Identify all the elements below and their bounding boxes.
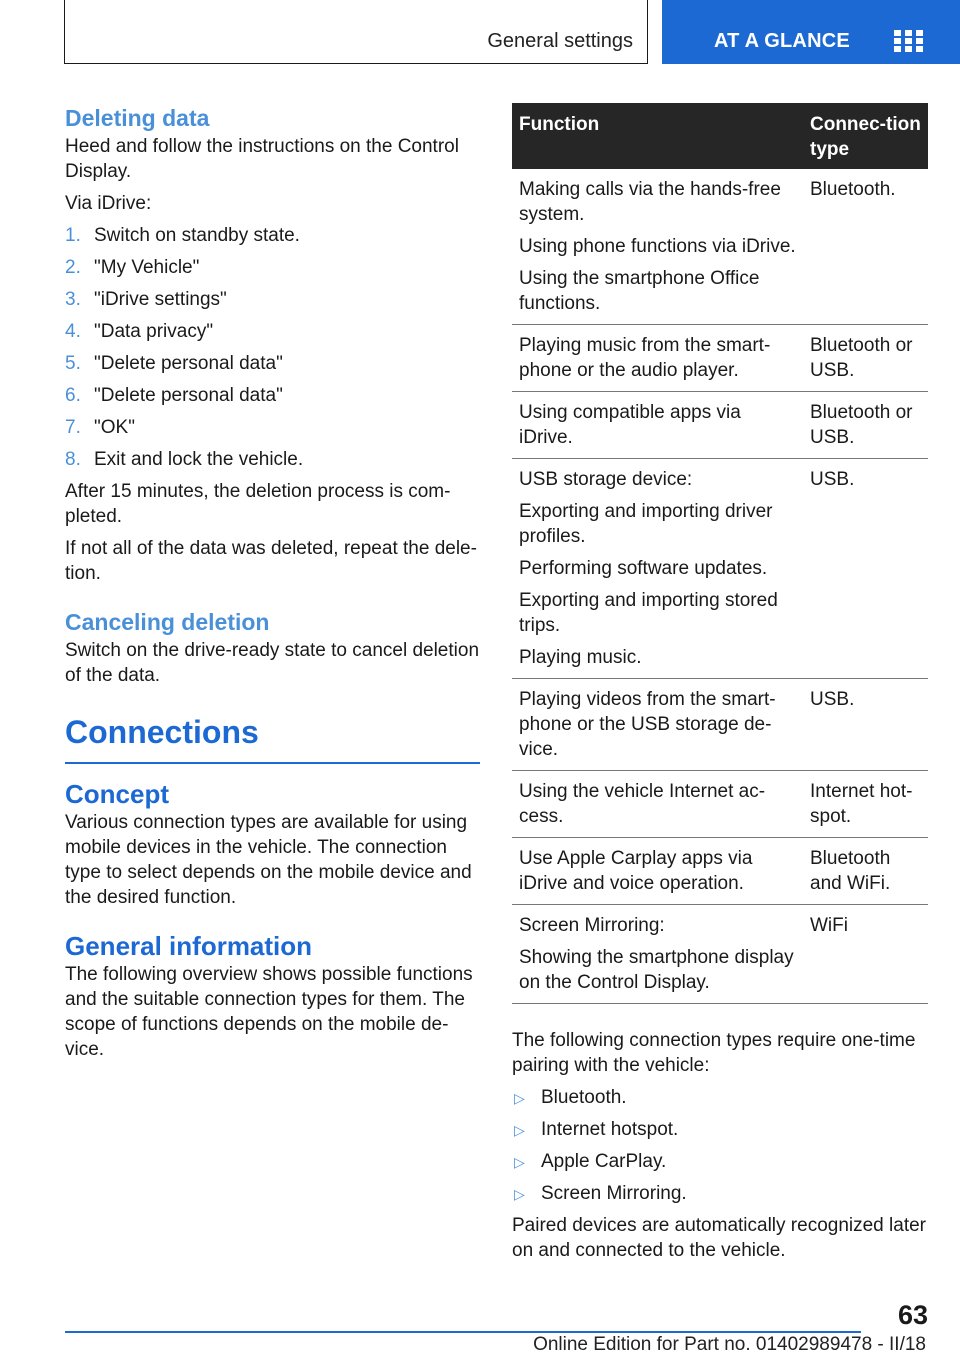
page-number: 63 — [897, 1300, 928, 1330]
general-text: The following overview shows possible functions and the suitable connection types for them. The scope of functions depends on the mobile device. — [65, 964, 473, 1060]
function-line: Using the vehicle Internet access. — [519, 781, 766, 827]
function-line: USB storage device: — [519, 469, 693, 490]
table-cell-function — [512, 459, 803, 679]
footer-edition: Online Edition for Part no. 01402989478 - II/18 — [533, 1334, 926, 1355]
table-cell-function — [512, 771, 803, 838]
step-item — [65, 255, 480, 280]
step-text: "Data privacy" — [94, 321, 214, 342]
function-line: Use Apple Carplay apps via iDrive and voice operation. — [519, 848, 753, 894]
table-cell-connection-type: Internet hotspot. — [803, 771, 928, 838]
step-number: 8. — [65, 449, 81, 470]
tab-at-a-glance[interactable] — [662, 0, 960, 64]
step-item — [65, 447, 480, 472]
table-row — [512, 392, 928, 459]
table-cell-function — [512, 679, 803, 771]
table-row — [512, 771, 928, 838]
table-cell-connection-type: Bluetooth and WiFi. — [803, 838, 928, 905]
function-line: Playing videos from the smartphone or the USB storage device. — [519, 689, 776, 760]
table-header-function: Function — [512, 103, 803, 169]
function-line: Using the smartphone Office functions. — [519, 268, 760, 314]
triangle-right-icon: ▷ — [514, 1154, 525, 1170]
table-cell-connection-type: Bluetooth or USB. — [803, 392, 928, 459]
left-column — [65, 104, 480, 1069]
footer-divider — [65, 1331, 861, 1333]
pairing-list — [512, 1085, 928, 1206]
table-cell-connection-type: WiFi — [803, 905, 928, 1004]
table-cell-connection-type: Bluetooth. — [803, 169, 928, 325]
step-item — [65, 383, 480, 408]
triangle-right-icon: ▷ — [514, 1122, 525, 1138]
table-header-connection-type: Connec-tion type — [803, 103, 928, 169]
table-cell-connection-type: Bluetooth or USB. — [803, 325, 928, 392]
right-column — [512, 103, 928, 1270]
heading-connections: Connections — [65, 712, 480, 764]
concept-text: Various connection types are available for using mobile devices in the vehicle. The connection type to select depends on the mobile device and the desired function. — [65, 812, 472, 908]
pairing-intro: The following connection types require one-time pairing with the vehicle: — [512, 1030, 916, 1076]
heading-general-information: General information — [65, 931, 313, 961]
paired-note: Paired devices are automatically recognized later on and connected to the vehicle. — [512, 1215, 926, 1261]
connections-table — [512, 103, 928, 1004]
tab-at-a-glance-label: AT A GLANCE — [714, 30, 850, 52]
deleting-steps — [65, 223, 480, 472]
table-cell-function — [512, 325, 803, 392]
table-cell-function — [512, 905, 803, 1004]
step-number: 7. — [65, 417, 81, 438]
function-line: Playing music. — [519, 647, 642, 668]
step-number: 6. — [65, 385, 81, 406]
step-text: "Delete personal data" — [94, 353, 283, 374]
deleting-after: After 15 minutes, the deletion process is completed. — [65, 481, 451, 527]
table-cell-function — [512, 838, 803, 905]
step-text: "iDrive settings" — [94, 289, 227, 310]
table-cell-connection-type: USB. — [803, 459, 928, 679]
table-cell-connection-type: USB. — [803, 679, 928, 771]
heading-deleting-data: Deleting data — [65, 105, 210, 131]
table-row — [512, 838, 928, 905]
header-section-title: General settings — [487, 30, 633, 52]
list-item — [512, 1085, 928, 1110]
step-item — [65, 319, 480, 344]
deleting-intro: Heed and follow the instructions on the Control Display. — [65, 136, 459, 182]
step-text: Exit and lock the vehicle. — [94, 449, 304, 470]
table-row — [512, 905, 928, 1004]
function-line: Making calls via the hands-free system. — [519, 179, 781, 225]
list-item — [512, 1149, 928, 1174]
step-number: 5. — [65, 353, 81, 374]
step-text: "OK" — [94, 417, 135, 438]
step-text: Switch on standby state. — [94, 225, 300, 246]
table-cell-function — [512, 392, 803, 459]
step-text: "My Vehicle" — [94, 257, 200, 278]
header-section-box — [64, 0, 648, 64]
step-item — [65, 223, 480, 248]
step-number: 4. — [65, 321, 81, 342]
table-header-row — [512, 103, 928, 169]
step-item — [65, 415, 480, 440]
table-row — [512, 679, 928, 771]
table-row — [512, 325, 928, 392]
function-line: Using compatible apps via iDrive. — [519, 402, 741, 448]
function-line: Playing music from the smartphone or the audio player. — [519, 335, 771, 381]
step-number: 1. — [65, 225, 81, 246]
table-row — [512, 459, 928, 679]
list-item-text: Internet hotspot. — [541, 1119, 679, 1140]
list-item-text: Screen Mirroring. — [541, 1183, 687, 1204]
list-item-text: Bluetooth. — [541, 1087, 627, 1108]
function-line: Performing software updates. — [519, 558, 768, 579]
canceling-text: Switch on the drive-ready state to cancel deletion of the data. — [65, 640, 480, 686]
heading-canceling-deletion: Canceling deletion — [65, 609, 270, 635]
triangle-right-icon: ▷ — [514, 1090, 525, 1106]
step-item — [65, 287, 480, 312]
function-line: Screen Mirroring: — [519, 915, 665, 936]
step-item — [65, 351, 480, 376]
step-number: 2. — [65, 257, 81, 278]
heading-concept: Concept — [65, 779, 169, 809]
list-item — [512, 1117, 928, 1142]
grid-icon — [894, 30, 924, 54]
list-item-text: Apple CarPlay. — [541, 1151, 667, 1172]
table-row — [512, 169, 928, 325]
function-line: Exporting and importing stored trips. — [519, 590, 778, 636]
function-line: Exporting and importing driver profiles. — [519, 501, 773, 547]
step-text: "Delete personal data" — [94, 385, 283, 406]
triangle-right-icon: ▷ — [514, 1186, 525, 1202]
deleting-via: Via iDrive: — [65, 193, 152, 214]
deleting-repeat: If not all of the data was deleted, repeat the deletion. — [65, 538, 477, 584]
function-line: Using phone functions via iDrive. — [519, 236, 796, 257]
table-cell-function — [512, 169, 803, 325]
list-item — [512, 1181, 928, 1206]
function-line: Showing the smartphone display on the Control Display. — [519, 947, 794, 993]
step-number: 3. — [65, 289, 81, 310]
